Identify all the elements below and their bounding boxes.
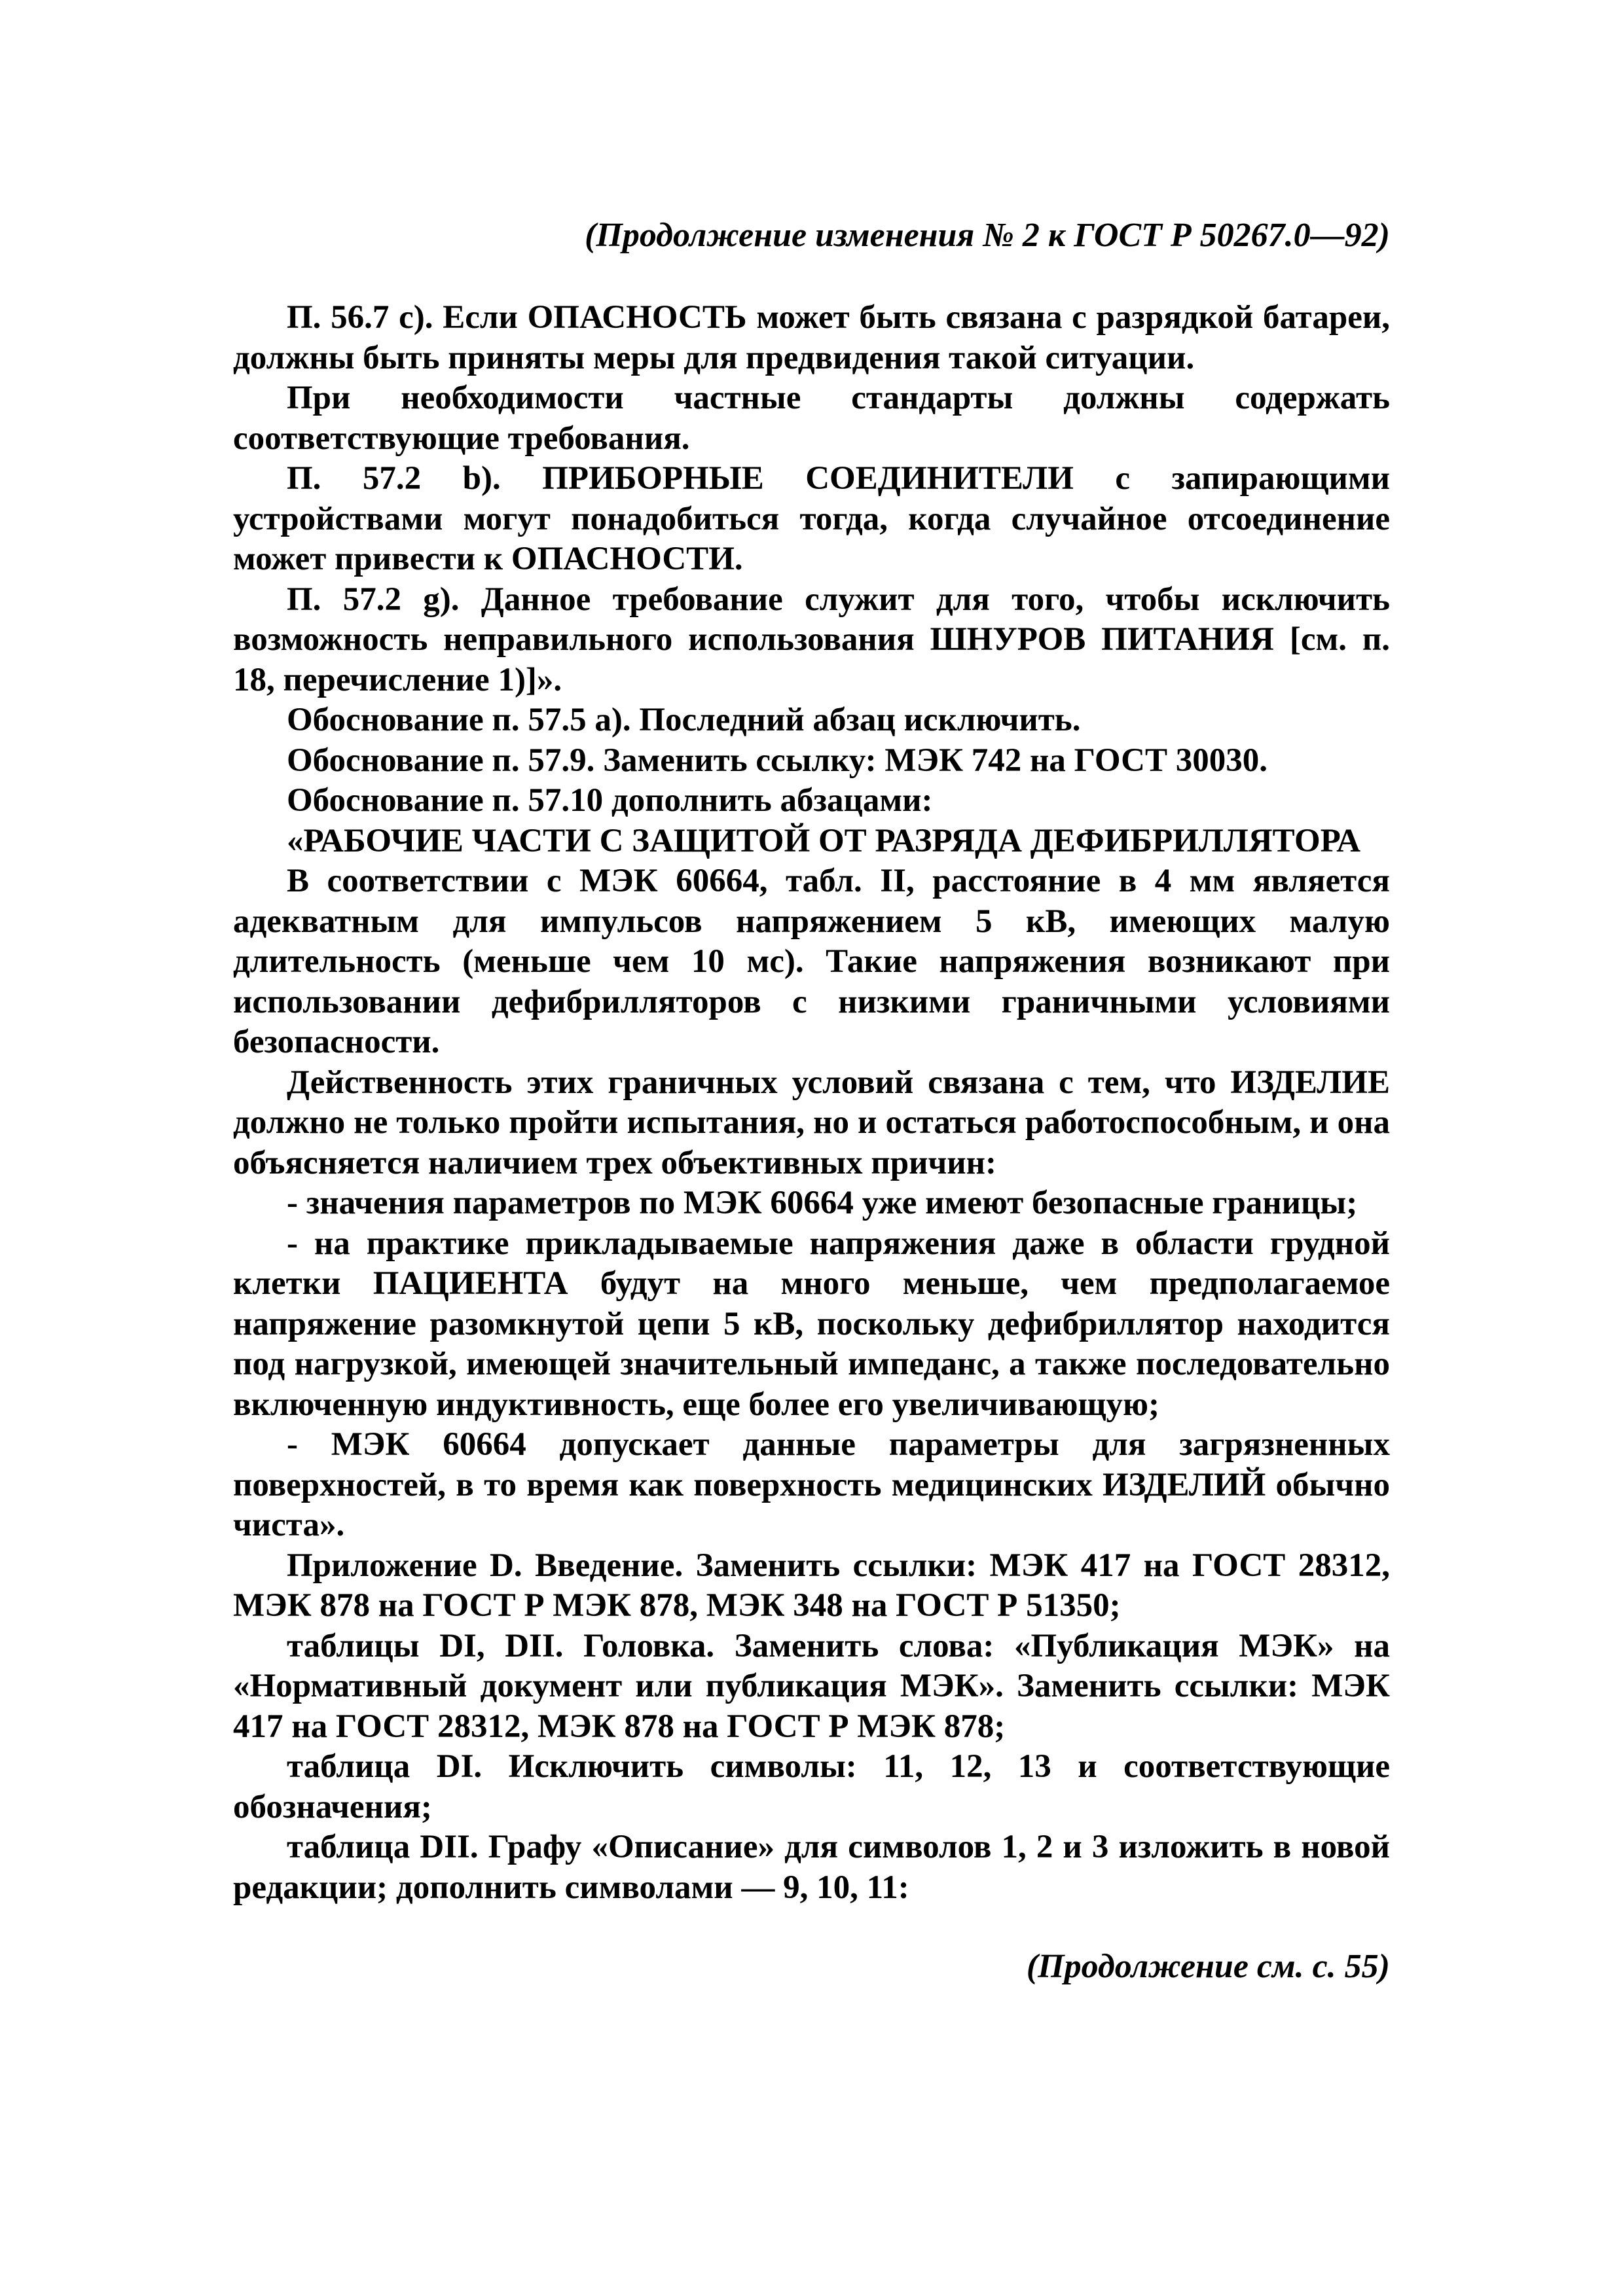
paragraph: Приложение D. Введение. Заменить ссылки: МЭК 417 на ГОСТ 28312, МЭК 878 на ГОСТ Р МЭК 878, МЭК 348 на ГОСТ Р 51350; xyxy=(233,1547,1390,1624)
list-item: - МЭК 60664 допускает данные параметры для загрязненных поверхностей, в то время как поверхность медицинских ИЗДЕЛИЙ обычно чиста». xyxy=(233,1426,1390,1543)
list-item: - значения параметров по МЭК 60664 уже имеют безопасные границы; xyxy=(287,1185,1358,1221)
paragraph: таблица DI. Исключить символы: 11, 12, 13 и соответствующие обозначения; xyxy=(233,1748,1390,1825)
paragraph: П. 56.7 с). Если ОПАСНОСТЬ может быть связана с разрядкой батареи, должны быть приняты меры для предвидения такой ситуации. xyxy=(233,299,1390,376)
paragraph: Действенность этих граничных условий связана с тем, что ИЗДЕЛИЕ должно не только пройти испытания, но и остаться работоспособным, и она объясняется наличием трех объективных причин: xyxy=(233,1064,1390,1181)
paragraph: Обоснование п. 57.5 а). Последний абзац исключить. xyxy=(287,702,1081,738)
paragraph: Обоснование п. 57.10 дополнить абзацами: xyxy=(287,782,933,819)
paragraph: П. 57.2 g). Данное требование служит для того, чтобы исключить возможность неправильного использования ШНУРОВ ПИТАНИЯ [см. п. 18, перечисление 1)]». xyxy=(233,581,1390,698)
paragraph: П. 57.2 b). ПРИБОРНЫЕ СОЕДИНИТЕЛИ с запирающими устройствами могут понадобиться тогда, когда случайное отсоединение может привести к ОПАСНОСТИ. xyxy=(233,460,1390,577)
paragraph: таблицы DI, DII. Головка. Заменить слова: «Публикация МЭК» на «Нормативный документ или публикация МЭК». Заменить ссылки: МЭК 417 на ГОСТ 28312, МЭК 878 на ГОСТ Р МЭК 878; xyxy=(233,1627,1390,1745)
continuation-footer: (Продолжение см. с. 55) xyxy=(1026,1948,1390,1985)
section-heading: «РАБОЧИЕ ЧАСТИ С ЗАЩИТОЙ ОТ РАЗРЯДА ДЕФИБРИЛЛЯТОРА xyxy=(287,822,1361,859)
paragraph: таблица DII. Графу «Описание» для символов 1, 2 и 3 изложить в новой редакции; дополнить символами — 9, 10, 11: xyxy=(233,1829,1390,1906)
list-item: - на практике прикладываемые напряжения даже в области грудной клетки ПАЦИЕНТА будут на много меньше, чем предполагаемое напряжение разомкнутой цепи 5 кВ, поскольку дефибриллятор находится под нагрузкой, имеющей значительный импеданс, а также последовательно включенную индуктивность, еще более его увеличивающую; xyxy=(233,1225,1390,1423)
body-text xyxy=(233,298,1390,1908)
continuation-header: (Продолжение изменения № 2 к ГОСТ Р 50267.0—92) xyxy=(585,217,1390,254)
paragraph: Обоснование п. 57.9. Заменить ссылку: МЭК 742 на ГОСТ 30030. xyxy=(287,742,1268,779)
paragraph: В соответствии с МЭК 60664, табл. II, расстояние в 4 мм является адекватным для импульсов напряжением 5 кВ, имеющих малую длительность (меньше чем 10 мс). Такие напряжения возникают при использовании дефибрилляторов с низкими граничными условиями безопасности. xyxy=(233,863,1390,1060)
paragraph: При необходимости частные стандарты должны содержать соответствующие требования. xyxy=(233,380,1390,457)
